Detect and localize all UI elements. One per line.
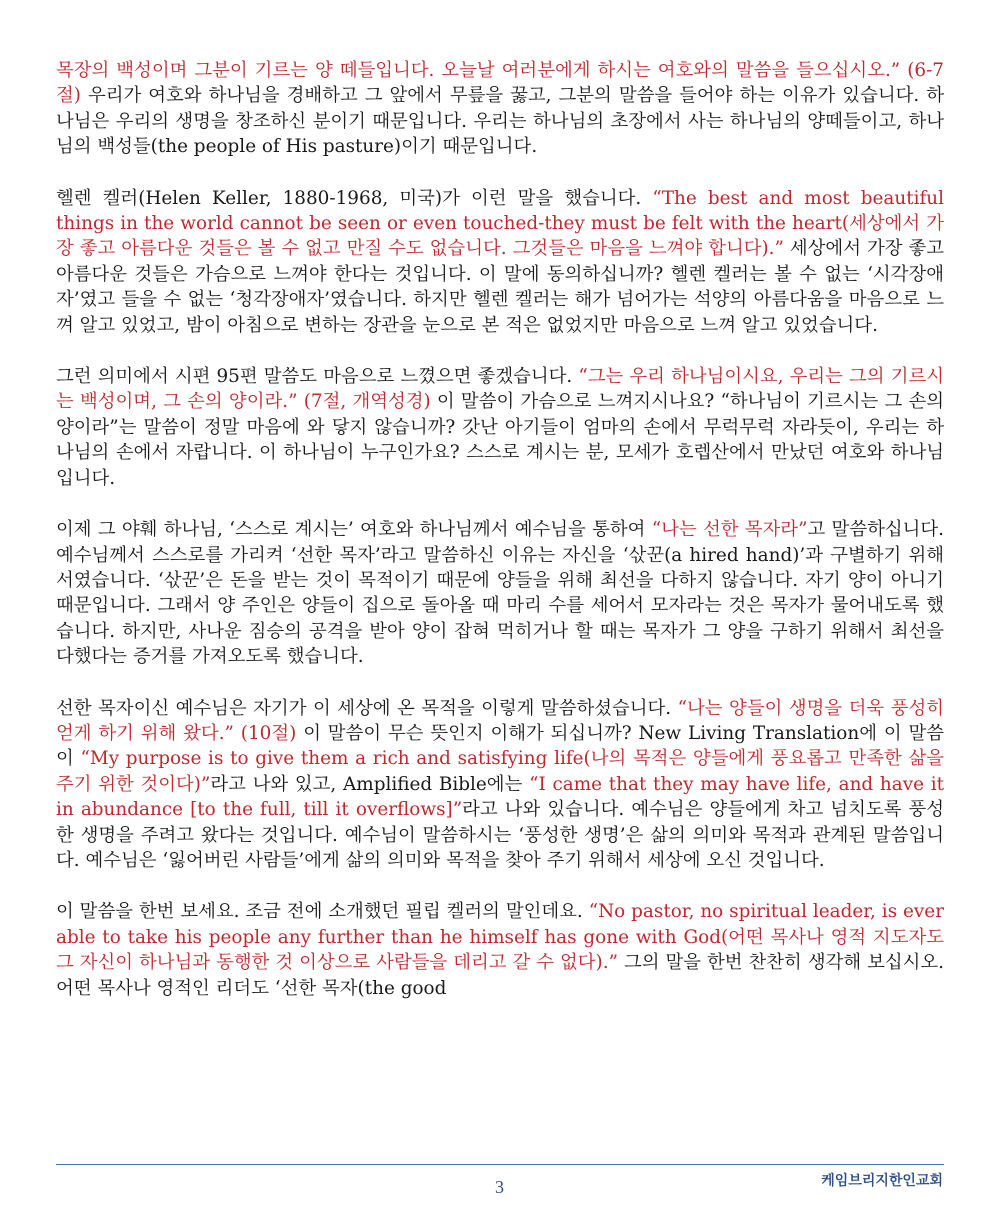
paragraph <box>56 186 944 338</box>
body-text: 고 말씀하십니다. 예수님께서 스스로를 가리켜 ‘선한 목자’라고 말씀하신 이유는 자신을 ‘삯꾼(a hired hand)’과 구별하기 위해서였습니다. ‘삯꾼’은 돈을 받는 것이 목적이기 때문에 양들을 위해 최선을 다하지 않습니다. 자기 양이 아니기 때문입니다. 그래서 양 주인은 양들이 집으로 돌아올 때 마리 수를 세어서 모자라는 것은 목자가 물어내도록 했습니다. 하지만, 사나운 짐승의 공격을 받아 양이 잡혀 먹히거나 할 때는 목자가 그 양을 구하기 위해서 최선을 다했다는 증거를 가져오도록 했습니다. <box>56 519 944 668</box>
quotation-text: “나는 선한 목자라” <box>651 519 808 541</box>
body-text: 그의 말을 한번 찬찬히 생각해 보십시오. 어떤 목사나 영적인 리더도 ‘선한 목자(the good <box>56 952 945 999</box>
quotation-text: “그는 우리 하나님이시요, 우리는 그의 기르시는 백성이며, 그 손의 양이라.” (7절, 개역성경) <box>56 366 944 413</box>
body-text: 이 말씀이 가슴으로 느껴지시나요? “하나님이 기르시는 그 손의 양이라”는 말씀이 정말 마음에 와 닿지 않습니까? 갓난 아기들이 엄마의 손에서 무럭무럭 자라듯이, 우리는 하나님의 손에서 자랍니다. 이 하나님이 누구인가요? 스스로 계시는 분, 모세가 호렙산에서 만났던 여호와 하나님입니다. <box>56 391 945 489</box>
paragraph <box>56 899 944 1001</box>
body-text: 이제 그 야훼 하나님, ‘스스로 계시는’ 여호와 하나님께서 예수님을 통하여 <box>56 519 652 541</box>
body-text: 라고 나와 있고, Amplified Bible에는 <box>210 773 530 795</box>
quotation-text: “I came that they may have life, and have it in abundance [to the full, till it overflows]” <box>56 773 944 821</box>
body-text: 이 말씀이 무슨 뜻인지 이해가 되십니까? New Living Translation에 이 말씀이 <box>56 722 944 770</box>
document-body <box>56 58 944 1027</box>
body-text: 우리가 여호와 하나님을 경배하고 그 앞에서 무릎을 꿇고, 그분의 말씀을 들어야 하는 이유가 있습니다. 하나님은 우리의 생명을 창조하신 분이기 때문입니다. 우리는 하나님의 초장에서 사는 하나님의 양떼들이고, 하나님의 백성들(the people of His pasture)이기 때문입니다. <box>56 85 944 158</box>
body-text: 선한 목자이신 예수님은 자기가 이 세상에 온 목적을 이렇게 말씀하셨습니다. <box>56 697 678 719</box>
footer-divider <box>56 1164 944 1165</box>
body-text: 라고 나와 있습니다. 예수님은 양들에게 차고 넘치도록 풍성한 생명을 주려고 왔다는 것입니다. 예수님이 말씀하시는 ‘풍성한 생명’은 삶의 의미와 목적과 관계된 말씀입니다. 예수님은 ‘잃어버린 사람들’에게 삶의 의미와 목적을 찾아 주기 위해서 세상에 오신 것입니다. <box>56 799 944 871</box>
quotation-text: “The best and most beautiful things in the world cannot be seen or even touched-they must be felt with the heart(세상에서 가장 좋고 아름다운 것들은 볼 수 없고 만질 수도 없습니다. 그것들은 마음을 느껴야 합니다).” <box>56 187 944 260</box>
body-text: 세상에서 가장 좋고 아름다운 것들은 가슴으로 느껴야 한다는 것입니다. 이 말에 동의하십니까? 헬렌 켈러는 볼 수 없는 ‘시각장애자’였고 들을 수 없는 ‘청각장애자’였습니다. 하지만 헬렌 켈러는 해가 넘어가는 석양의 아름다움을 마음으로 느껴 알고 있었고, 밤이 아침으로 변하는 장관을 눈으로 본 적은 없었지만 마음으로 느껴 알고 있었습니다. <box>56 238 944 336</box>
body-text: 이 말씀을 한번 보세요. 조금 전에 소개했던 필립 켈러의 말인데요. <box>56 901 589 923</box>
paragraph <box>56 58 944 160</box>
quotation-text: “나는 양들이 생명을 더욱 풍성히 얻게 하기 위해 왔다.” (10절) <box>56 697 944 744</box>
body-text: 헬렌 켈러(Helen Keller, 1880-1968, 미국)가 이런 말을 했습니다. <box>56 187 653 209</box>
paragraph <box>56 696 944 874</box>
page-number: 3 <box>495 1177 504 1197</box>
paragraph <box>56 364 944 491</box>
church-name: 케임브리지한인교회 <box>821 1173 943 1189</box>
quotation-text: “My purpose is to give them a rich and satisfying life(나의 목적은 양들에게 풍요롭고 만족한 삶을 주기 위한 것이다)” <box>56 748 944 795</box>
quotation-text: “No pastor, no spiritual leader, is ever able to take his people any further than he himself has gone with God(어떤 목사나 영적 지도자도 그 자신이 하나님과 동행한 것 이상으로 사람들을 데리고 갈 수 없다).” <box>56 901 944 974</box>
body-text: 그런 의미에서 시편 95편 말씀도 마음으로 느꼈으면 좋겠습니다. <box>56 366 579 388</box>
quotation-text: 목장의 백성이며 그분이 기르는 양 떼들입니다. 오늘날 여러분에게 하시는 여호와의 말씀을 들으십시오.” (6-7절) <box>56 60 944 107</box>
paragraph <box>56 517 944 669</box>
